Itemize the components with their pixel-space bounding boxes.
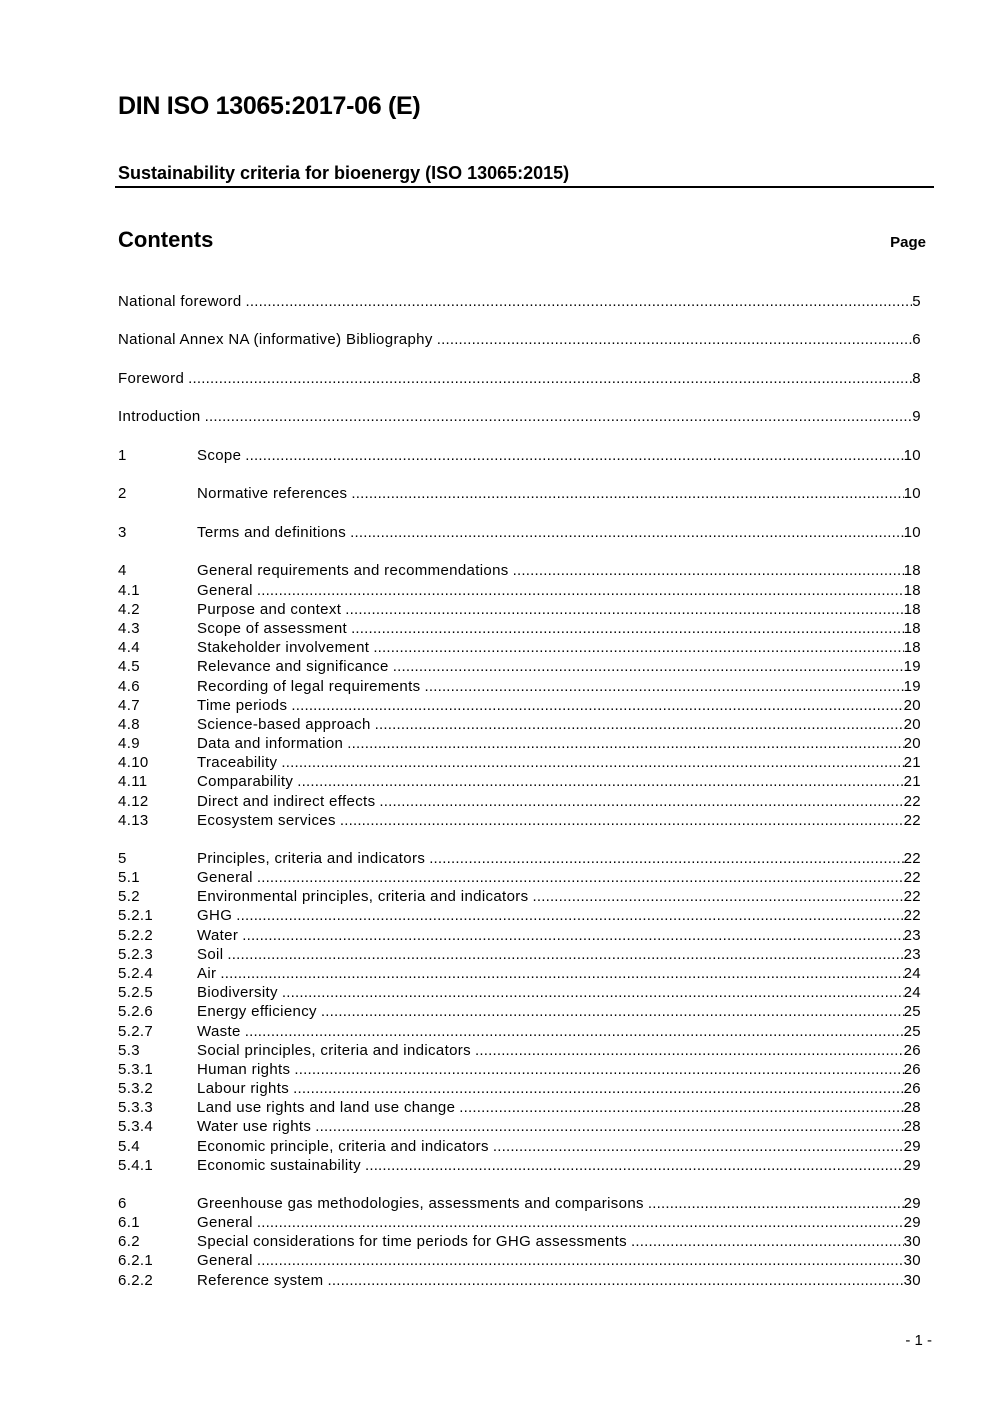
toc-dot-leader	[351, 619, 904, 638]
toc-entry-title: Economic principle, criteria and indicators	[197, 1137, 489, 1155]
toc-dot-leader	[294, 1060, 903, 1079]
toc-entry[interactable]	[118, 926, 921, 945]
toc-entry-number: 4.8	[118, 715, 140, 733]
toc-dot-leader	[373, 638, 903, 657]
toc-entry[interactable]	[118, 619, 921, 638]
toc-dot-leader	[375, 715, 904, 734]
toc-entry[interactable]	[118, 945, 921, 964]
toc-entry[interactable]	[118, 1002, 921, 1021]
toc-entry-page: 21	[903, 754, 921, 772]
toc-entry-number: 5.2.1	[118, 907, 154, 925]
toc-entry-title: Human rights	[197, 1060, 291, 1078]
toc-entry[interactable]	[118, 446, 921, 465]
toc-entry[interactable]	[118, 657, 921, 676]
toc-entry[interactable]	[118, 887, 921, 906]
toc-dot-leader	[345, 600, 903, 619]
toc-entry-page: 20	[903, 735, 921, 753]
toc-entry-page: 30	[903, 1252, 921, 1270]
toc-entry-title: Stakeholder involvement	[197, 639, 370, 657]
toc-entry-title: Foreword	[118, 369, 185, 387]
toc-entry-title: Soil	[197, 945, 224, 963]
toc-entry-title: Economic sustainability	[197, 1156, 361, 1174]
toc-entry-page: 18	[903, 600, 921, 618]
toc-entry-page: 20	[903, 696, 921, 714]
toc-entry-page: 10	[903, 523, 921, 541]
toc-entry-title: Purpose and context	[197, 600, 342, 618]
toc-entry-number: 2	[118, 485, 127, 503]
toc-entry-title: Biodiversity	[197, 984, 278, 1002]
toc-dot-leader	[347, 734, 903, 753]
toc-entry-title: General	[197, 581, 253, 599]
toc-entry-page: 10	[903, 446, 921, 464]
toc-entry-number: 5.3.2	[118, 1080, 154, 1098]
toc-entry-page: 26	[903, 1041, 921, 1059]
toc-entry[interactable]	[118, 868, 921, 887]
toc-entry-title: GHG	[197, 907, 233, 925]
toc-entry[interactable]	[118, 1060, 921, 1079]
toc-dot-leader	[297, 772, 903, 791]
toc-entry[interactable]	[118, 561, 921, 580]
toc-dot-leader	[257, 581, 904, 600]
toc-entry-title: Ecosystem services	[197, 811, 336, 829]
toc-entry-number: 4.9	[118, 735, 140, 753]
toc-entry-number: 5.4.1	[118, 1156, 154, 1174]
toc-entry-page: 29	[903, 1137, 921, 1155]
toc-entry-title: Terms and definitions	[197, 523, 347, 541]
toc-entry-number: 4.10	[118, 754, 149, 772]
toc-dot-leader	[205, 407, 913, 426]
toc-entry-page: 21	[903, 773, 921, 791]
toc-dot-leader	[236, 906, 903, 925]
toc-entry-title: Data and information	[197, 735, 344, 753]
contents-heading: Contents	[118, 227, 214, 252]
toc-entry[interactable]	[118, 638, 921, 657]
toc-entry[interactable]	[118, 523, 921, 542]
title-divider	[115, 186, 934, 188]
toc-entry-number: 5.3.3	[118, 1099, 154, 1117]
toc-dot-leader	[393, 657, 904, 676]
toc-entry[interactable]	[118, 1251, 921, 1270]
toc-entry-page: 29	[903, 1213, 921, 1231]
toc-entry-number: 5.3.1	[118, 1060, 154, 1078]
toc-entry-number: 5.2.6	[118, 1003, 154, 1021]
toc-entry-page: 18	[903, 639, 921, 657]
toc-entry-title: Land use rights and land use change	[197, 1099, 456, 1117]
toc-dot-leader	[245, 446, 903, 465]
toc-entry-page: 22	[903, 888, 921, 906]
toc-entry-title: Water	[197, 926, 239, 944]
toc-entry-title: Greenhouse gas methodologies, assessments and comparisons	[197, 1194, 644, 1212]
toc-dot-leader	[257, 868, 904, 887]
toc-entry[interactable]	[118, 1271, 921, 1290]
toc-entry-number: 4.12	[118, 792, 149, 810]
toc-entry[interactable]	[118, 715, 921, 734]
toc-entry-page: 22	[903, 869, 921, 886]
toc-entry-page: 19	[903, 677, 921, 695]
toc-dot-leader	[291, 696, 903, 715]
toc-entry[interactable]	[118, 484, 921, 503]
toc-entry-page: 22	[903, 792, 921, 810]
toc-entry[interactable]	[118, 696, 921, 715]
toc-entry-title: Social principles, criteria and indicators	[197, 1041, 471, 1059]
toc-entry[interactable]	[118, 1117, 921, 1136]
toc-entry-number: 5	[118, 849, 127, 867]
toc-entry-page: 29	[903, 1156, 921, 1174]
toc-dot-leader	[327, 1271, 903, 1290]
toc-entry-title: National Annex NA (informative) Bibliography	[118, 331, 433, 349]
toc-entry-title: Principles, criteria and indicators	[197, 849, 426, 867]
toc-entry-number: 5.3.4	[118, 1118, 154, 1136]
table-of-contents	[118, 292, 921, 1290]
toc-entry-number: 6.1	[118, 1213, 140, 1231]
toc-entry-title: General	[197, 869, 253, 886]
toc-entry-page: 8	[912, 369, 921, 387]
toc-dot-leader	[242, 926, 903, 945]
toc-entry-number: 4.11	[118, 773, 148, 791]
toc-entry-number: 6	[118, 1194, 127, 1212]
toc-dot-leader	[379, 792, 903, 811]
document-subtitle: Sustainability criteria for bioenergy (ISO 13065:2015)	[118, 163, 570, 183]
toc-entry-number: 5.4	[118, 1137, 140, 1155]
toc-dot-leader	[424, 677, 903, 696]
toc-entry-page: 18	[903, 581, 921, 599]
toc-entry-page: 30	[903, 1271, 921, 1289]
toc-dot-leader	[459, 1098, 903, 1117]
toc-entry[interactable]	[118, 772, 921, 791]
toc-dot-leader	[245, 1022, 904, 1041]
toc-dot-leader	[257, 1213, 904, 1232]
toc-entry[interactable]	[118, 1137, 921, 1156]
toc-entry-number: 4.3	[118, 619, 140, 637]
toc-entry[interactable]	[118, 600, 921, 619]
toc-entry[interactable]	[118, 734, 921, 753]
toc-dot-leader	[365, 1156, 904, 1175]
toc-entry-title: General	[197, 1213, 253, 1231]
toc-entry-number: 3	[118, 523, 127, 541]
toc-entry[interactable]	[118, 1022, 921, 1041]
toc-entry-number: 6.2.2	[118, 1271, 154, 1289]
document-title: DIN ISO 13065:2017-06 (E)	[118, 92, 421, 120]
toc-entry[interactable]	[118, 369, 921, 388]
toc-entry[interactable]	[118, 906, 921, 925]
toc-entry-title: Direct and indirect effects	[197, 792, 376, 810]
toc-entry-page: 28	[903, 1118, 921, 1136]
toc-entry[interactable]	[118, 753, 921, 772]
page-column-heading: Page	[890, 234, 926, 251]
toc-entry[interactable]	[118, 1194, 921, 1213]
toc-entry-number: 5.2.4	[118, 964, 154, 982]
toc-entry-number: 5.2	[118, 888, 140, 906]
toc-entry-number: 5.1	[118, 869, 140, 886]
toc-entry[interactable]	[118, 1156, 921, 1175]
toc-entry-title: Normative references	[197, 485, 348, 503]
toc-entry-page: 25	[903, 1022, 921, 1040]
toc-entry-title: Scope of assessment	[197, 619, 348, 637]
toc-entry-page: 22	[903, 907, 921, 925]
toc-entry[interactable]	[118, 407, 921, 426]
toc-entry-number: 5.2.5	[118, 984, 154, 1002]
toc-entry-title: General requirements and recommendations	[197, 562, 509, 580]
toc-entry-title: Time periods	[197, 696, 288, 714]
toc-dot-leader	[631, 1232, 904, 1251]
toc-entry[interactable]	[118, 1098, 921, 1117]
toc-entry-title: Comparability	[197, 773, 294, 791]
toc-dot-leader	[493, 1137, 904, 1156]
toc-entry-title: Environmental principles, criteria and indicators	[197, 888, 529, 906]
toc-entry-page: 22	[903, 849, 921, 867]
toc-entry-page: 9	[912, 408, 921, 426]
toc-dot-leader	[437, 330, 913, 349]
toc-entry-page: 29	[903, 1194, 921, 1212]
toc-entry-number: 1	[118, 446, 127, 464]
toc-entry-page: 23	[903, 945, 921, 963]
toc-dot-leader	[188, 369, 912, 388]
toc-entry-title: Waste	[197, 1022, 241, 1040]
toc-entry-number: 5.2.3	[118, 945, 154, 963]
toc-dot-leader	[351, 484, 903, 503]
toc-entry-page: 6	[912, 331, 921, 349]
toc-entry-title: Reference system	[197, 1271, 324, 1289]
toc-entry-number: 5.2.2	[118, 926, 154, 944]
toc-entry-page: 23	[903, 926, 921, 944]
toc-entry-page: 18	[903, 562, 921, 580]
toc-dot-leader	[257, 1251, 904, 1270]
toc-entry-title: Introduction	[118, 408, 201, 426]
toc-entry-page: 24	[903, 984, 921, 1002]
toc-entry[interactable]	[118, 811, 921, 830]
toc-entry-page: 25	[903, 1003, 921, 1021]
toc-entry-title: Relevance and significance	[197, 658, 389, 676]
toc-entry-number: 4	[118, 562, 127, 580]
toc-entry-page: 19	[903, 658, 921, 676]
toc-entry-title: Scope	[197, 446, 242, 464]
toc-entry-number: 5.3	[118, 1041, 140, 1059]
toc-dot-leader	[246, 292, 913, 311]
toc-entry[interactable]	[118, 1232, 921, 1251]
toc-entry-number: 6.2.1	[118, 1252, 154, 1270]
toc-entry[interactable]	[118, 1213, 921, 1232]
toc-entry-title: Water use rights	[197, 1118, 312, 1136]
toc-entry-title: Traceability	[197, 754, 278, 772]
toc-entry-page: 20	[903, 715, 921, 733]
toc-entry-number: 4.2	[118, 600, 140, 618]
toc-entry[interactable]	[118, 581, 921, 600]
toc-dot-leader	[281, 753, 903, 772]
toc-entry-number: 4.13	[118, 811, 149, 829]
toc-entry-number: 4.7	[118, 696, 140, 714]
toc-entry-number: 4.1	[118, 581, 140, 599]
toc-entry-page: 26	[903, 1080, 921, 1098]
toc-dot-leader	[227, 945, 903, 964]
toc-dot-leader	[340, 811, 904, 830]
toc-entry[interactable]	[118, 983, 921, 1002]
toc-entry-page: 24	[903, 964, 921, 982]
toc-entry-number: 4.4	[118, 639, 140, 657]
toc-entry-page: 30	[903, 1233, 921, 1251]
toc-entry-number: 4.5	[118, 658, 140, 676]
toc-dot-leader	[532, 887, 903, 906]
toc-entry-page: 22	[903, 811, 921, 829]
toc-dot-leader	[321, 1002, 904, 1021]
toc-entry-page: 10	[903, 485, 921, 503]
toc-entry[interactable]	[118, 964, 921, 983]
toc-entry-number: 5.2.7	[118, 1022, 154, 1040]
toc-dot-leader	[513, 561, 904, 580]
toc-entry[interactable]	[118, 330, 921, 349]
toc-entry-title: Air	[197, 964, 217, 982]
toc-entry-page: 18	[903, 619, 921, 637]
toc-entry-page: 5	[912, 293, 921, 310]
toc-entry[interactable]	[118, 677, 921, 696]
toc-dot-leader	[282, 983, 904, 1002]
toc-entry[interactable]	[118, 849, 921, 868]
toc-dot-leader	[475, 1041, 904, 1060]
toc-entry[interactable]	[118, 1079, 921, 1098]
toc-dot-leader	[350, 523, 904, 542]
toc-dot-leader	[648, 1194, 904, 1213]
toc-entry-number: 4.6	[118, 677, 140, 695]
toc-entry-title: Labour rights	[197, 1080, 290, 1098]
toc-entry-page: 26	[903, 1060, 921, 1078]
page-footer-number: - 1 -	[905, 1332, 932, 1349]
toc-dot-leader	[315, 1117, 903, 1136]
toc-dot-leader	[293, 1079, 904, 1098]
toc-dot-leader	[429, 849, 903, 868]
toc-entry-title: Energy efficiency	[197, 1003, 317, 1021]
toc-entry-page: 28	[903, 1099, 921, 1117]
toc-entry-title: Recording of legal requirements	[197, 677, 421, 695]
toc-entry[interactable]	[118, 1041, 921, 1060]
toc-entry-title: National foreword	[118, 293, 242, 310]
toc-entry[interactable]	[118, 792, 921, 811]
toc-entry-number: 6.2	[118, 1233, 140, 1251]
toc-entry-title: General	[197, 1252, 253, 1270]
toc-entry[interactable]	[118, 292, 921, 311]
toc-entry-title: Science-based approach	[197, 715, 371, 733]
toc-entry-title: Special considerations for time periods for GHG assessments	[197, 1233, 627, 1251]
toc-dot-leader	[220, 964, 903, 983]
